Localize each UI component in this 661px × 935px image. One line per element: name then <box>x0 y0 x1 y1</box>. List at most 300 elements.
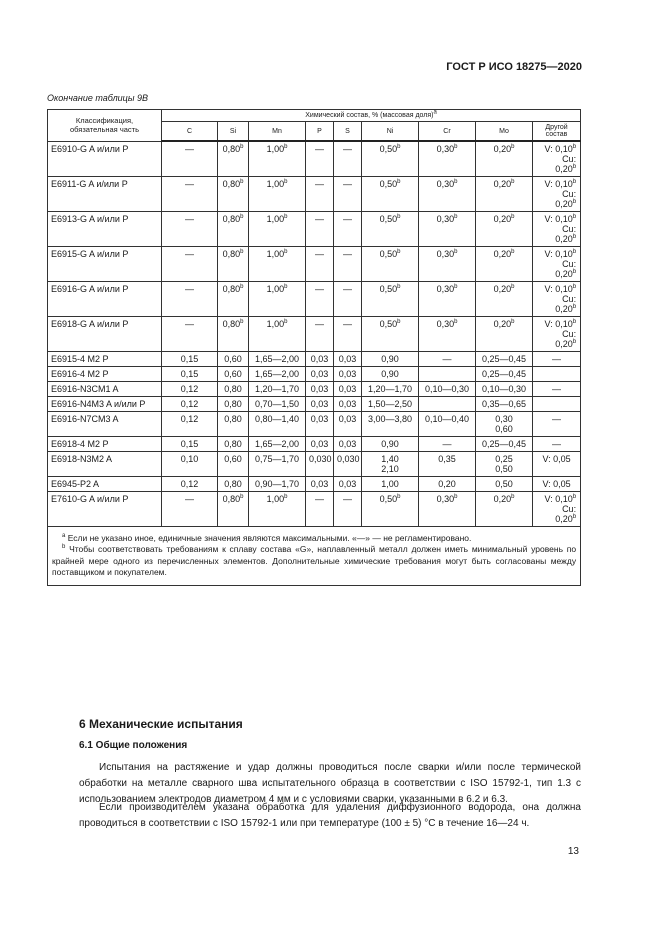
cell-footnote-mark: b <box>240 319 244 325</box>
cell-footnote-mark: b <box>572 199 577 205</box>
standard-header: ГОСТ Р ИСО 18275—2020 <box>446 61 582 73</box>
cell-ni <box>362 212 419 247</box>
cell-footnote-mark: b <box>454 494 458 500</box>
cell-value: 0,60 <box>224 369 242 379</box>
col-header-ni: Ni <box>362 122 419 142</box>
composition-group-label: Химический состав, % (массовая доля) <box>305 112 434 119</box>
cell-value: 0,20 <box>493 494 512 504</box>
cell-mo <box>476 452 533 477</box>
cell-ni <box>362 397 419 412</box>
cell-classification: E6918-N3M2 A <box>48 452 162 477</box>
cell-mn <box>249 412 306 437</box>
cell-footnote-mark: b <box>454 249 458 255</box>
cell-mn <box>249 492 306 527</box>
cell-p <box>306 452 334 477</box>
cell-value: 0,25 <box>495 454 513 464</box>
chemical-composition-table <box>47 109 581 586</box>
table-row <box>48 177 581 212</box>
cell-s <box>334 177 362 212</box>
cell-footnote-mark: b <box>572 514 577 520</box>
cell-value: — <box>552 384 562 394</box>
cell-value-third-line: 0,20 <box>555 199 573 209</box>
cell-classification: E6915-G A и/или P <box>48 247 162 282</box>
cell-p <box>306 382 334 397</box>
cell-footnote-mark: b <box>397 144 401 150</box>
cell-cr <box>419 437 476 452</box>
cell-other <box>533 412 581 437</box>
col-header-s: S <box>334 122 362 142</box>
cell-value: 0,25—0,45 <box>481 369 527 379</box>
cell-ni <box>362 282 419 317</box>
cell-value: 0,12 <box>180 399 199 409</box>
col-header-other: Другой состав <box>533 122 581 142</box>
cell-value: 0,50 <box>379 249 398 259</box>
cell-other <box>533 282 581 317</box>
cell-classification: E6945-P2 A <box>48 477 162 492</box>
cell-value: 0,80 <box>224 414 242 424</box>
table-row <box>48 452 581 477</box>
cell-s <box>334 492 362 527</box>
cell-value: 1,00 <box>266 144 285 154</box>
cell-value: — <box>343 284 352 294</box>
cell-s <box>334 437 362 452</box>
table-row <box>48 367 581 382</box>
cell-si <box>218 212 249 247</box>
cell-value: 0,60 <box>224 454 242 464</box>
cell-footnote-mark: b <box>454 319 458 325</box>
cell-value: — <box>185 249 194 259</box>
cell-mo <box>476 352 533 367</box>
cell-value: 0,15 <box>180 369 199 379</box>
cell-other <box>533 247 581 282</box>
cell-c <box>162 382 218 397</box>
cell-c <box>162 212 218 247</box>
cell-value: 1,00 <box>266 179 285 189</box>
cell-footnote-mark: b <box>454 214 458 220</box>
cell-cr <box>419 177 476 212</box>
cell-value: 0,50 <box>495 479 513 489</box>
cell-s <box>334 382 362 397</box>
table-row <box>48 492 581 527</box>
cell-mn <box>249 437 306 452</box>
cell-cr <box>419 212 476 247</box>
cell-other <box>533 492 581 527</box>
cell-mn <box>249 477 306 492</box>
cell-mn <box>249 282 306 317</box>
cell-footnote-mark: b <box>240 144 244 150</box>
cell-footnote-mark: b <box>397 319 401 325</box>
cell-footnote-mark: b <box>397 494 401 500</box>
note-a-text: Если не указано иное, единичные значения являются максимальными. «—» — не регламентировано. <box>67 533 472 543</box>
cell-si <box>218 437 249 452</box>
cell-value: 0,10 <box>180 454 199 464</box>
cell-p <box>306 177 334 212</box>
cell-other <box>533 317 581 352</box>
cell-mo <box>476 412 533 437</box>
cell-classification: E6913-G A и/или P <box>48 212 162 247</box>
col-header-si: Si <box>218 122 249 142</box>
table-row <box>48 437 581 452</box>
cell-value: 1,50—2,50 <box>367 399 413 409</box>
cell-s <box>334 247 362 282</box>
cell-si <box>218 412 249 437</box>
cell-value: — <box>442 354 452 364</box>
cell-value: — <box>315 179 324 189</box>
cell-ni <box>362 382 419 397</box>
cell-value: 0,20 <box>493 144 512 154</box>
cell-ni <box>362 437 419 452</box>
cell-c <box>162 247 218 282</box>
cell-value: 1,20—1,70 <box>254 384 300 394</box>
cell-footnote-mark: b <box>397 179 401 185</box>
cell-value: 1,65—2,00 <box>254 369 300 379</box>
cell-value: 0,50 <box>379 319 398 329</box>
cell-footnote-mark: b <box>572 249 577 255</box>
cell-footnote-mark: b <box>240 249 244 255</box>
cell-value: 0,03 <box>310 354 329 364</box>
cell-c <box>162 367 218 382</box>
cell-footnote-mark: b <box>572 319 577 325</box>
cell-si <box>218 317 249 352</box>
cell-value-second-line: Cu: <box>562 189 577 199</box>
cell-classification: E6916-N3CM1 A <box>48 382 162 397</box>
cell-cr <box>419 141 476 177</box>
note-a <box>52 533 576 544</box>
cell-classification: E6911-G A и/или P <box>48 177 162 212</box>
table-row <box>48 382 581 397</box>
cell-si <box>218 177 249 212</box>
cell-s <box>334 352 362 367</box>
cell-value: — <box>442 439 452 449</box>
cell-footnote-mark: b <box>572 284 577 290</box>
cell-value: 0,30 <box>436 214 455 224</box>
cell-footnote-mark: b <box>572 269 577 275</box>
cell-si <box>218 282 249 317</box>
cell-classification: E6916-N4M3 A и/или P <box>48 397 162 412</box>
subsection-title: 6.1 Общие положения <box>79 740 188 751</box>
cell-value-second-line: Cu: <box>562 294 577 304</box>
cell-other <box>533 437 581 452</box>
cell-value: 0,80—1,40 <box>254 414 300 424</box>
col-header-cr: Cr <box>419 122 476 142</box>
cell-value: 0,30 <box>495 414 513 424</box>
cell-cr <box>419 477 476 492</box>
cell-footnote-mark: b <box>454 179 458 185</box>
cell-value-second-line: Cu: <box>562 224 577 234</box>
cell-ni <box>362 412 419 437</box>
cell-value: 0,10—0,30 <box>481 384 527 394</box>
cell-c <box>162 492 218 527</box>
cell-value: 0,030 <box>309 454 332 464</box>
cell-c <box>162 452 218 477</box>
cell-value-second-line: 0,50 <box>495 464 513 474</box>
cell-footnote-mark: b <box>511 144 515 150</box>
cell-value: 1,00 <box>266 284 285 294</box>
cell-value: 0,80 <box>224 479 242 489</box>
cell-ni <box>362 141 419 177</box>
table-row <box>48 477 581 492</box>
cell-value: 0,03 <box>338 399 357 409</box>
cell-s <box>334 452 362 477</box>
note-a-mark: a <box>62 533 66 540</box>
cell-value: 0,90 <box>381 439 399 449</box>
col-header-mo: Mo <box>476 122 533 142</box>
cell-value: V: 0,10 <box>544 179 573 189</box>
cell-classification: E7610-G A и/или P <box>48 492 162 527</box>
cell-mn <box>249 247 306 282</box>
cell-value: 0,50 <box>379 144 398 154</box>
cell-footnote-mark: b <box>511 249 515 255</box>
cell-c <box>162 282 218 317</box>
cell-s <box>334 367 362 382</box>
cell-mo <box>476 212 533 247</box>
cell-value: 0,12 <box>180 384 199 394</box>
cell-footnote-mark: b <box>572 164 577 170</box>
cell-value: 0,90 <box>381 354 399 364</box>
cell-value: — <box>315 319 324 329</box>
cell-value: 1,00 <box>266 249 285 259</box>
cell-p <box>306 412 334 437</box>
cell-footnote-mark: b <box>572 179 577 185</box>
cell-si <box>218 367 249 382</box>
cell-value: 0,20 <box>493 319 512 329</box>
cell-value: 3,00—3,80 <box>367 414 413 424</box>
cell-p <box>306 212 334 247</box>
cell-c <box>162 412 218 437</box>
cell-value: 1,65—2,00 <box>254 354 300 364</box>
section-title: 6 Механические испытания <box>79 717 243 731</box>
cell-value: V: 0,05 <box>542 479 571 489</box>
cell-footnote-mark: b <box>397 214 401 220</box>
cell-value: 0,030 <box>337 454 360 464</box>
cell-value: 0,03 <box>338 369 357 379</box>
cell-s <box>334 412 362 437</box>
cell-value: 1,65—2,00 <box>254 439 300 449</box>
cell-mo <box>476 141 533 177</box>
note-b-mark: b <box>62 544 66 551</box>
col-header-p: P <box>306 122 334 142</box>
table-row <box>48 141 581 177</box>
cell-value: 0,30 <box>436 494 455 504</box>
cell-classification: E6915-4 M2 P <box>48 352 162 367</box>
cell-value: 0,12 <box>180 479 199 489</box>
cell-p <box>306 492 334 527</box>
col-header-mn: Mn <box>249 122 306 142</box>
cell-footnote-mark: b <box>454 284 458 290</box>
cell-c <box>162 437 218 452</box>
cell-other <box>533 382 581 397</box>
cell-footnote-mark: b <box>572 144 577 150</box>
cell-mo <box>476 282 533 317</box>
cell-other <box>533 397 581 412</box>
cell-other <box>533 141 581 177</box>
cell-footnote-mark: b <box>454 144 458 150</box>
cell-classification: E6916-G A и/или P <box>48 282 162 317</box>
cell-other <box>533 477 581 492</box>
cell-value: 0,80 <box>222 284 241 294</box>
cell-value: 0,20 <box>438 479 456 489</box>
cell-value: 1,00 <box>381 479 399 489</box>
cell-c <box>162 477 218 492</box>
cell-cr <box>419 352 476 367</box>
cell-value: — <box>185 144 194 154</box>
composition-group-header <box>162 110 581 122</box>
cell-value: 0,03 <box>338 354 357 364</box>
cell-ni <box>362 317 419 352</box>
cell-value: 1,00 <box>266 494 285 504</box>
cell-value-third-line: 0,20 <box>555 234 573 244</box>
cell-value: 1,40 <box>381 454 399 464</box>
table-row <box>48 247 581 282</box>
cell-classification: E6918-4 M2 P <box>48 437 162 452</box>
cell-cr <box>419 247 476 282</box>
cell-value: 0,35—0,65 <box>481 399 527 409</box>
cell-ni <box>362 247 419 282</box>
cell-value: — <box>315 144 324 154</box>
cell-value: 0,25—0,45 <box>481 354 527 364</box>
cell-other <box>533 367 581 382</box>
cell-footnote-mark: b <box>284 284 288 290</box>
cell-p <box>306 282 334 317</box>
cell-footnote-mark: b <box>240 214 244 220</box>
table-row <box>48 317 581 352</box>
cell-footnote-mark: b <box>572 214 577 220</box>
cell-footnote-mark: b <box>284 179 288 185</box>
cell-value: 0,03 <box>310 414 329 424</box>
cell-value: 0,03 <box>338 479 357 489</box>
table-row <box>48 212 581 247</box>
cell-footnote-mark: b <box>284 319 288 325</box>
cell-value: — <box>315 494 324 504</box>
cell-si <box>218 477 249 492</box>
cell-ni <box>362 177 419 212</box>
cell-mo <box>476 477 533 492</box>
cell-value: 0,90—1,70 <box>254 479 300 489</box>
cell-footnote-mark: b <box>572 234 577 240</box>
cell-si <box>218 382 249 397</box>
cell-value: 0,90 <box>381 369 399 379</box>
cell-value: V: 0,05 <box>542 454 571 464</box>
cell-value: — <box>185 319 194 329</box>
cell-ni <box>362 352 419 367</box>
cell-value: — <box>343 494 352 504</box>
cell-si <box>218 141 249 177</box>
cell-value: 0,30 <box>436 319 455 329</box>
cell-value-third-line: 0,20 <box>555 164 573 174</box>
cell-value-third-line: 0,20 <box>555 304 573 314</box>
table-row <box>48 352 581 367</box>
cell-mo <box>476 382 533 397</box>
cell-value-second-line: Cu: <box>562 329 577 339</box>
cell-cr <box>419 452 476 477</box>
cell-other <box>533 352 581 367</box>
cell-s <box>334 477 362 492</box>
cell-p <box>306 437 334 452</box>
table-row <box>48 397 581 412</box>
cell-value: 0,80 <box>224 439 242 449</box>
cell-value: 0,80 <box>222 319 241 329</box>
cell-value: 0,12 <box>180 414 199 424</box>
cell-value: 0,50 <box>379 494 398 504</box>
cell-value: 0,80 <box>222 494 241 504</box>
cell-value: 1,00 <box>266 214 285 224</box>
cell-footnote-mark: b <box>511 319 515 325</box>
cell-value: 1,20—1,70 <box>367 384 413 394</box>
cell-classification: E6916-N7CM3 A <box>48 412 162 437</box>
cell-mo <box>476 367 533 382</box>
col-header-c: C <box>162 122 218 142</box>
cell-value: 0,03 <box>310 369 329 379</box>
cell-value: 0,20 <box>493 214 512 224</box>
paragraph-2: Если производителем указана обработка для удаления диффузионного водорода, она должна проводиться в соответствии с ISO 15792-1 или при температуре (100 ± 5) °С в течение 16—24 ч. <box>79 802 581 829</box>
cell-value: 0,50 <box>379 284 398 294</box>
cell-value: — <box>552 354 562 364</box>
table-row <box>48 412 581 437</box>
cell-value: — <box>343 249 352 259</box>
cell-p <box>306 397 334 412</box>
cell-value: 0,03 <box>310 479 329 489</box>
cell-classification: E6910-G A и/или P <box>48 141 162 177</box>
cell-value: 0,20 <box>493 179 512 189</box>
cell-mn <box>249 177 306 212</box>
cell-cr <box>419 282 476 317</box>
table-notes <box>48 527 581 586</box>
cell-value: 0,50 <box>379 179 398 189</box>
cell-value: 0,03 <box>338 414 357 424</box>
cell-mo <box>476 492 533 527</box>
cell-footnote-mark: b <box>240 494 244 500</box>
cell-value: — <box>343 319 352 329</box>
cell-mn <box>249 317 306 352</box>
cell-cr <box>419 397 476 412</box>
cell-value: — <box>315 284 324 294</box>
cell-c <box>162 397 218 412</box>
cell-footnote-mark: b <box>240 284 244 290</box>
cell-s <box>334 282 362 317</box>
cell-footnote-mark: b <box>397 284 401 290</box>
cell-s <box>334 397 362 412</box>
cell-p <box>306 477 334 492</box>
cell-value: 0,30 <box>436 144 455 154</box>
cell-value: 0,03 <box>310 399 329 409</box>
cell-classification: E6918-G A и/или P <box>48 317 162 352</box>
cell-ni <box>362 367 419 382</box>
cell-footnote-mark: b <box>284 144 288 150</box>
cell-value: 0,03 <box>310 384 329 394</box>
cell-c <box>162 141 218 177</box>
cell-cr <box>419 367 476 382</box>
cell-ni <box>362 492 419 527</box>
cell-value: — <box>315 214 324 224</box>
note-b <box>52 544 576 578</box>
cell-value: — <box>185 214 194 224</box>
note-b-text: Чтобы соответствовать требованиям к сплаву состава «G», наплавленный металл должен иметь минимальный уровень по крайней мере одного из перечисленных элементов. Дополнительные химические требования могут быть согласованы между поставщиком и покупателем. <box>52 544 577 578</box>
cell-value: — <box>343 144 352 154</box>
cell-mn <box>249 212 306 247</box>
cell-footnote-mark: b <box>397 249 401 255</box>
cell-mo <box>476 397 533 412</box>
cell-cr <box>419 317 476 352</box>
cell-ni <box>362 452 419 477</box>
cell-mo <box>476 437 533 452</box>
cell-p <box>306 247 334 282</box>
cell-value-second-line: Cu: <box>562 154 577 164</box>
cell-value-second-line: Cu: <box>562 259 577 269</box>
cell-value-second-line: 2,10 <box>381 464 399 474</box>
cell-value: 0,70—1,50 <box>254 399 300 409</box>
composition-group-sup: a <box>433 109 437 116</box>
cell-value: 0,30 <box>436 249 455 259</box>
